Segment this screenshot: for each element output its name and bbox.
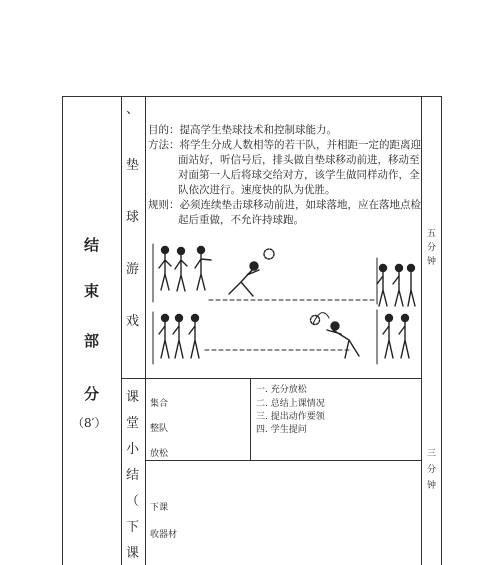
summary-right-item: 二. 总结上课情况 — [256, 399, 325, 409]
player-figure — [383, 315, 393, 359]
section-duration: （8′） — [72, 416, 107, 430]
game-method-line: 方法：将学生分成人数相等的若干队，并相距一定的距离迎 — [148, 139, 421, 151]
label-column-line — [121, 96, 122, 565]
summary-right-item: 四. 学生提问 — [256, 425, 307, 435]
summary-middle-line — [250, 378, 251, 460]
player-figure — [195, 247, 211, 291]
player-figure — [311, 313, 360, 358]
summary-right-item: 一. 充分放松 — [256, 385, 307, 395]
game-purpose-line: 目的：提高学生垫球技术和控制球能力。 — [148, 124, 337, 136]
player-figure — [189, 315, 199, 359]
summary-time-char: 钟 — [427, 481, 437, 491]
player-figure — [399, 315, 409, 359]
section-title-char: 部 — [84, 332, 100, 350]
player-figure — [393, 265, 403, 307]
summary-left-item: 放松 — [150, 449, 169, 459]
summary-label-char: 课 — [126, 390, 140, 405]
game-method-line: 队依次进行。速度快的队为优胜。 — [178, 184, 336, 196]
summary-bottom-item: 下课 — [150, 503, 169, 513]
game-time-char: 分 — [427, 243, 437, 253]
player-figure — [159, 315, 169, 359]
table-left-line — [62, 96, 63, 565]
row-divider-game-summary — [121, 378, 421, 379]
summary-time-char: 三 — [427, 449, 437, 459]
summary-inner-divider — [145, 460, 421, 461]
time-column-line — [421, 96, 422, 565]
summary-label-char: （ — [126, 494, 140, 509]
game-time-char: 五 — [427, 229, 437, 239]
table-top-line — [62, 96, 441, 97]
summary-label-char: 课 — [126, 546, 140, 561]
section-title-char: 束 — [84, 282, 100, 300]
summary-bottom-item: 收器材 — [150, 530, 178, 540]
player-figure — [173, 315, 183, 359]
player-figure — [175, 248, 187, 292]
summary-time-char: 分 — [427, 465, 437, 475]
summary-label-char: 结 — [126, 468, 140, 483]
summary-label-char: 堂 — [126, 416, 140, 431]
summary-left-item: 集合 — [150, 399, 169, 409]
game-method-line: 对面第一人后将球交给对方，该学生做同样动作，全 — [178, 169, 420, 181]
player-figure — [408, 265, 416, 307]
game-label-char: 游 — [126, 262, 140, 277]
section-title-char: 分 — [84, 385, 100, 403]
player-figure — [377, 265, 387, 307]
game-time-char: 钟 — [427, 257, 437, 267]
game-index-mark: 、 — [126, 102, 140, 117]
volleyball-drill-illustration — [149, 238, 419, 368]
table-right-line — [441, 96, 442, 565]
player-figure — [229, 249, 274, 296]
game-rule-line: 起后重做，不允许持球跑。 — [178, 214, 304, 226]
content-column-line — [145, 96, 146, 565]
game-label-char: 垫 — [126, 158, 140, 173]
summary-label-char: 下 — [126, 520, 140, 535]
summary-left-item: 整队 — [150, 424, 169, 434]
game-rule-line: 规则：必须连续垫击球移动前进，如球落地，应在落地点检 — [148, 199, 421, 211]
game-method-line: 面站好，听信号后，排头做自垫球移动前进，移动至 — [178, 154, 420, 166]
game-label-char: 戏 — [126, 314, 140, 329]
summary-right-item: 三. 提出动作要领 — [256, 412, 325, 422]
summary-label-char: 小 — [126, 442, 140, 457]
section-title-char: 结 — [84, 236, 100, 254]
player-figure — [159, 247, 171, 291]
game-label-char: 球 — [126, 210, 140, 225]
